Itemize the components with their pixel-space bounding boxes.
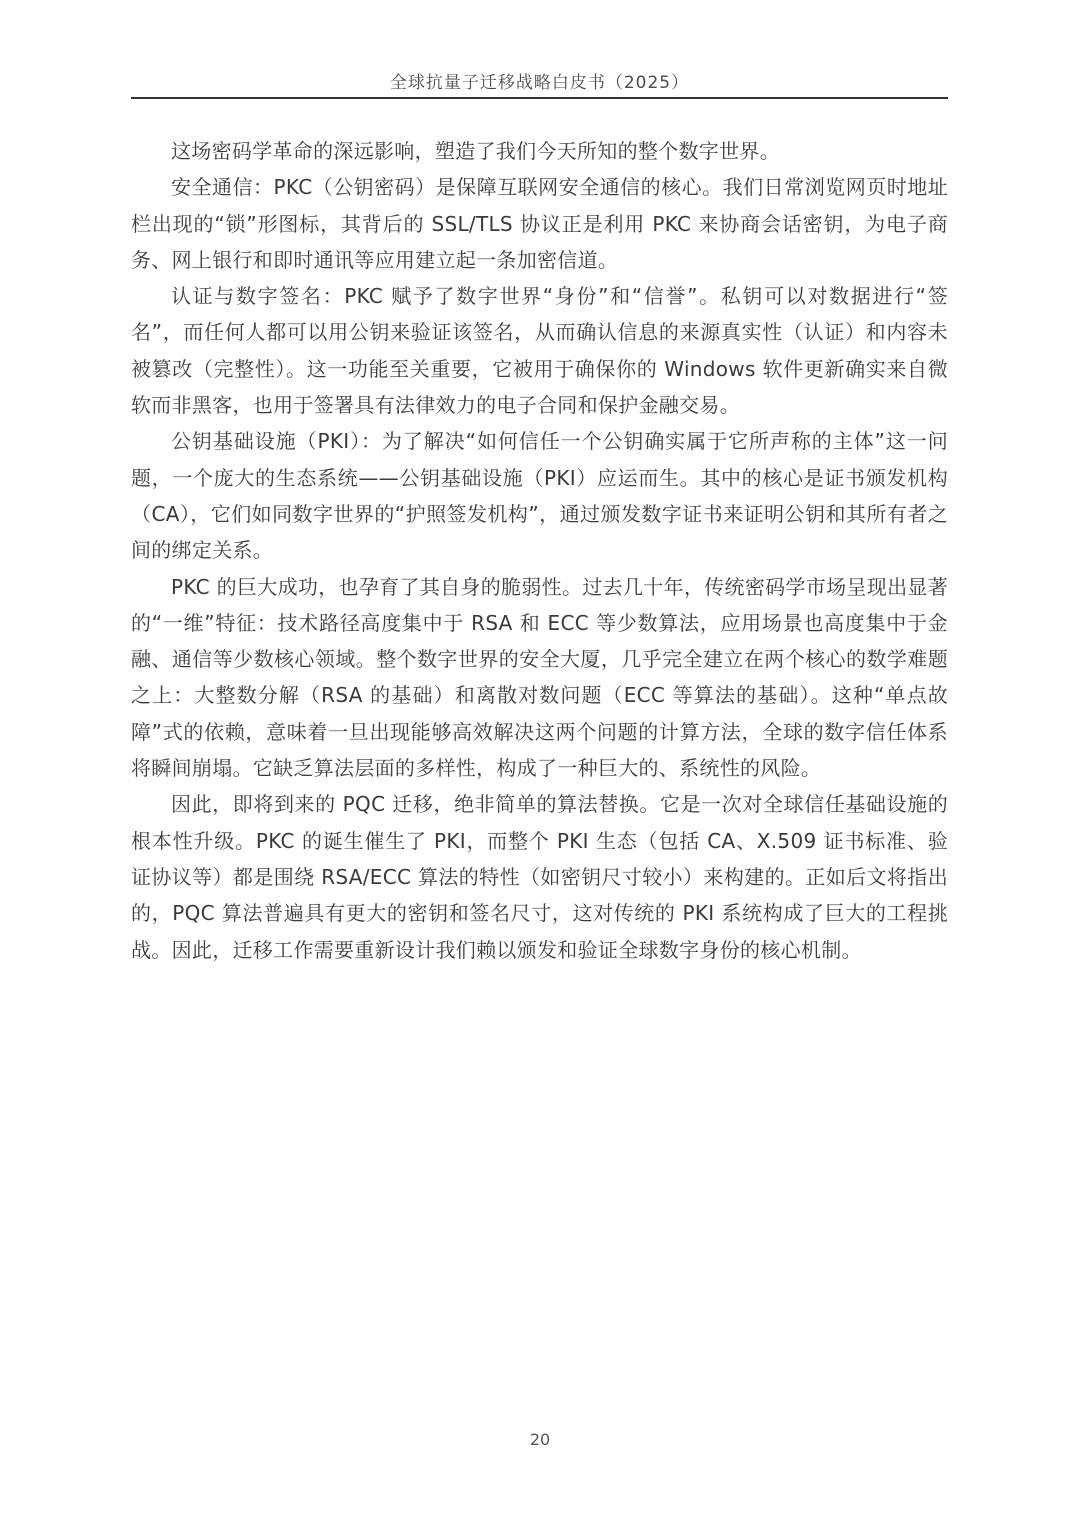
body-text	[131, 133, 948, 968]
paragraph-intro: 这场密码学革命的深远影响，塑造了我们今天所知的整个数字世界。	[171, 139, 780, 163]
running-header-title: 全球抗量子迁移战略白皮书（2025）	[389, 73, 690, 93]
paragraph-pqc-migration: 因此，即将到来的 PQC 迁移，绝非简单的算法替换。它是一次对全球信任基础设施的根本性升级。PKC 的诞生催生了 PKI，而整个 PKI 生态（包括 CA、X.509 证书标准、验证协议等）都是围绕 RSA/ECC 算法的特性（如密钥尺寸较小）来构建的。正如后文将指出的，PQC 算法普遍具有更大的密钥和签名尺寸，这对传统的 PKI 系统构成了巨大的工程挑战。因此，迁移工作需要重新设计我们赖以颁发和验证全球数字身份的核心机制。	[131, 792, 948, 962]
paragraph-digital-signature: 认证与数字签名：PKC 赋予了数字世界“身份”和“信誉”。私钥可以对数据进行“签名”，而任何人都可以用公钥来验证该签名，从而确认信息的来源真实性（认证）和内容未被篡改（完整性）。这一功能至关重要，它被用于确保你的 Windows 软件更新确实来自微软而非黑客，也用于签署具有法律效力的电子合同和保护金融交易。	[131, 284, 948, 418]
paragraph-secure-communication: 安全通信：PKC（公钥密码）是保障互联网安全通信的核心。我们日常浏览网页时地址栏出现的“锁”形图标，其背后的 SSL/TLS 协议正是利用 PKC 来协商会话密钥，为电子商务、网上银行和即时通讯等应用建立起一条加密信道。	[131, 175, 948, 272]
header-divider	[131, 97, 948, 99]
paragraph-pki: 公钥基础设施（PKI）：为了解决“如何信任一个公钥确实属于它所声称的主体”这一问题，一个庞大的生态系统——公钥基础设施（PKI）应运而生。其中的核心是证书颁发机构（CA），它们如同数字世界的“护照签发机构”，通过颁发数字证书来证明公钥和其所有者之间的绑定关系。	[131, 429, 948, 563]
page-number: 20	[529, 1430, 551, 1449]
paragraph-vulnerability: PKC 的巨大成功，也孕育了其自身的脆弱性。过去几十年，传统密码学市场呈现出显著的“一维”特征：技术路径高度集中于 RSA 和 ECC 等少数算法，应用场景也高度集中于金融、通信等少数核心领域。整个数字世界的安全大厦，几乎完全建立在两个核心的数学难题之上：大整数分解（RSA 的基础）和离散对数问题（ECC 等算法的基础）。这种“单点故障”式的依赖，意味着一旦出现能够高效解决这两个问题的计算方法，全球的数字信任体系将瞬间崩塌。它缺乏算法层面的多样性，构成了一种巨大的、系统性的风险。	[131, 574, 948, 781]
